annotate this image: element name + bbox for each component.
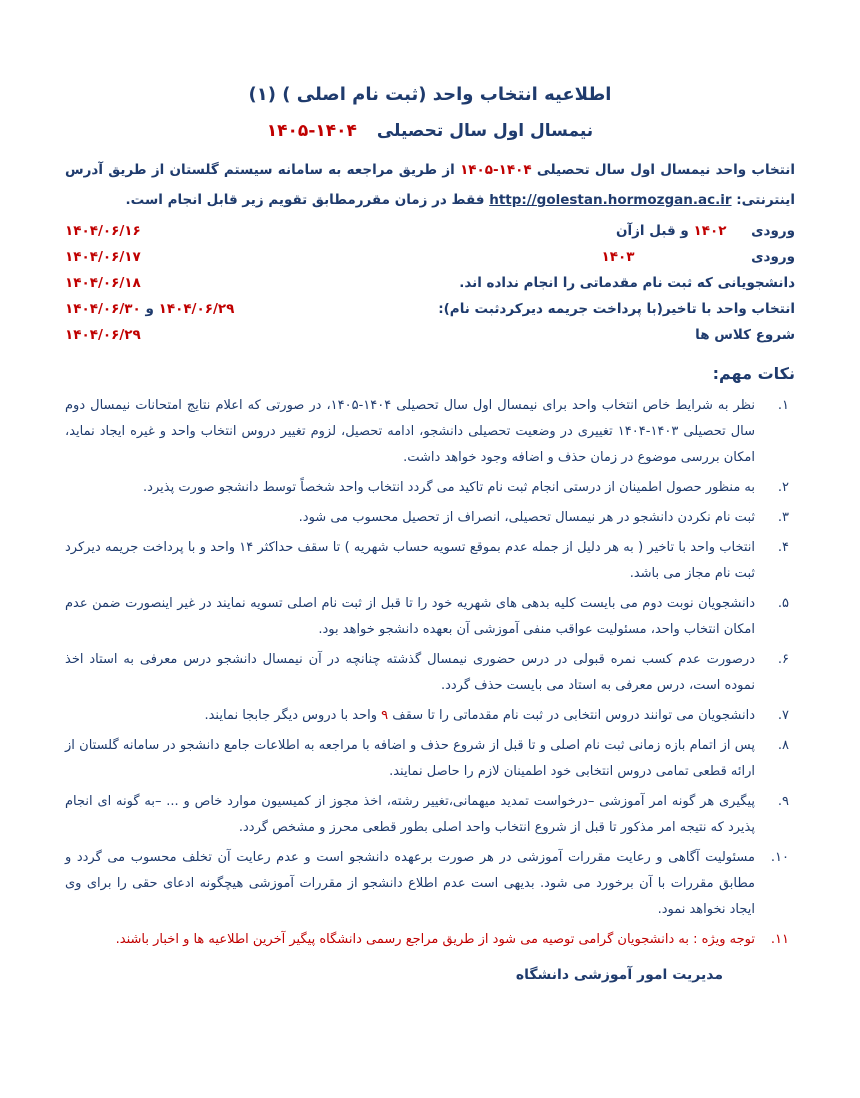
golestan-url-link[interactable]: http://golestan.hormozgan.ac.ir — [489, 192, 732, 209]
date-value-2: ۱۴۰۴/۰۶/۳۰ — [65, 300, 141, 317]
note-number: ۸. — [777, 737, 789, 753]
note-number: ۹. — [777, 793, 789, 809]
row-label: دانشجویانی که ثبت نام مقدماتی را انجام نداده اند. — [459, 274, 795, 291]
intro-years: ۱۴۰۴-۱۴۰۵ — [460, 162, 532, 178]
note-number: ۱۱. — [770, 931, 789, 947]
note-text: پیگیری هر گونه امر آموزشی –درخواست تمدید میهمانی،تغییر رشته، اخذ مجوز از کمیسیون موارد خاص و ... –به گونه ای انجام پذیرد که نتیجه امر مذکور تا قبل از شروع انتخاب واحد اصلی بطور قطعی محرز و مشخص گردد. — [65, 793, 755, 835]
date-separator: و — [145, 300, 154, 317]
note-text: پس از اتمام بازه زمانی ثبت نام اصلی و تا قبل از شروع حذف و اضافه با مراجعه به اطلاعات جامع دانشجو در سامانه گلستان از ارائه قطعی تمامی دروس انتخابی خود اطمینان لازم را حاصل نمایند. — [65, 737, 755, 779]
row-date — [65, 244, 420, 270]
note-number: ۴. — [777, 539, 789, 555]
note-text: مسئولیت آگاهی و رعایت مقررات آموزشی در هر صورت برعهده دانشجو است و عدم رعایت آن تخلف محسوب می گردد و مطابق مقررات با آن برخورد می شود. بدیهی است عدم اطلاع دانشجو از مقررات آموزشی هیچگونه ادعای حقی را برای وی ایجاد نخواهد نمود. — [65, 849, 755, 917]
schedule-row-late-registration — [65, 296, 795, 322]
row-label: ورودی — [751, 248, 795, 265]
cohort-year: ۱۴۰۳ — [601, 248, 635, 265]
schedule-row-entry-1402 — [65, 218, 795, 244]
note-text-pre: دانشجویان می توانند دروس انتخابی در ثبت نام مقدماتی را تا سقف — [392, 707, 755, 723]
subtitle-years: ۱۴۰۴-۱۴۰۵ — [266, 121, 357, 141]
note-text: درصورت عدم کسب نمره قبولی در درس حضوری نیمسال گذشته چنانچه در آن نیمسال دانشجو درس معرفی به استاد اخذ نموده است، درس معرفی به استاد می بایست حذف گردد. — [65, 651, 755, 693]
note-number: ۳. — [777, 509, 789, 525]
note-text: به منظور حصول اطمینان از درستی انجام ثبت نام تاکید می گردد انتخاب واحد شخصاً توسط دانشجو صورت پذیرد. — [143, 479, 755, 495]
note-item-3 — [65, 505, 795, 531]
note-item-4 — [65, 535, 795, 587]
notes-heading: نکات مهم: — [712, 363, 795, 383]
date-value: ۱۴۰۴/۰۶/۱۷ — [65, 248, 141, 265]
note-item-6 — [65, 647, 795, 699]
note-item-5 — [65, 591, 795, 643]
notes-list — [65, 393, 795, 953]
row-date — [65, 296, 420, 322]
note-number: ۲. — [777, 479, 789, 495]
note-item-2 — [65, 475, 795, 501]
note-item-8 — [65, 733, 795, 785]
note-text: نظر به شرایط خاص انتخاب واحد برای نیمسال اول سال تحصیلی ۱۴۰۴-۱۴۰۵، در صورتی که اعلام نتایج امتحانات نیمسال دوم سال تحصیلی ۱۴۰۳-۱۴۰۴ تغییری در وضعیت تحصیلی دانشجو، ادامه تحصیل، لزوم تغییر دروس انتخاب واحد و غیره ایجاد نماید، امکان بررسی موضوع در زمان حذف و اضافه وجود خواهد داشت. — [65, 397, 755, 465]
subtitle-text: نیمسال اول سال تحصیلی — [376, 121, 594, 141]
note-number: ۶. — [777, 651, 789, 667]
note-item-11-special-notice — [65, 927, 795, 953]
note-text: انتخاب واحد با تاخیر ( به هر دلیل از جمله عدم بموقع تسویه حساب شهریه ) تا سقف حداکثر ۱۴ واحد و با پرداخت جریمه دیرکرد ثبت نام مجاز می باشد. — [65, 539, 755, 581]
registration-schedule — [65, 218, 795, 348]
schedule-row-no-preregistration — [65, 270, 795, 296]
intro-paragraph — [65, 155, 795, 216]
cohort-rest: و قبل ازآن — [616, 222, 689, 239]
note-text: توجه ویژه : به دانشجویان گرامی توصیه می شود از طریق مراجع رسمی دانشگاه پیگیر آخرین اطلاعیه ها و اخبار باشند. — [115, 931, 755, 947]
date-value: ۱۴۰۴/۰۶/۱۸ — [65, 274, 141, 291]
row-date — [65, 322, 420, 348]
date-value: ۱۴۰۴/۰۶/۲۹ — [65, 326, 141, 343]
page-title: اطلاعیه انتخاب واحد (ثبت نام اصلی ) (۱) — [248, 84, 612, 105]
row-date — [65, 270, 420, 296]
note-number: ۱۰. — [770, 849, 789, 865]
note-number: ۵. — [777, 595, 789, 611]
date-value: ۱۴۰۴/۰۶/۲۹ — [158, 300, 235, 317]
page-subtitle — [65, 121, 795, 141]
note-item-9 — [65, 789, 795, 841]
schedule-row-entry-1403 — [65, 244, 795, 270]
signature: مدیریت امور آموزشی دانشگاه — [515, 966, 723, 983]
note-red-number: ۹ — [381, 707, 389, 723]
intro-after-years: از طریق مراجعه به سامانه سیستم گلستان از طریق آدرس اینترنتی: — [65, 162, 795, 209]
row-label: انتخاب واحد با تاخیر(با پرداخت جریمه دیرکردثبت نام): — [438, 300, 795, 317]
schedule-row-classes-start — [65, 322, 795, 348]
date-value: ۱۴۰۴/۰۶/۱۶ — [65, 222, 141, 239]
intro-after-url: فقط در زمان مقررمطابق تقویم زیر قابل انجام است. — [125, 192, 485, 209]
row-label: ورودی — [751, 222, 795, 239]
intro-before-years: انتخاب واحد نیمسال اول سال تحصیلی — [536, 162, 795, 178]
note-item-7 — [65, 703, 795, 729]
note-text: ثبت نام نکردن دانشجو در هر نیمسال تحصیلی، انصراف از تحصیل محسوب می شود. — [298, 509, 755, 525]
note-number: ۷. — [777, 707, 789, 723]
cohort-year: ۱۴۰۲ — [693, 222, 727, 239]
row-date — [65, 218, 420, 244]
row-label: شروع کلاس ها — [695, 326, 795, 343]
note-item-1 — [65, 393, 795, 471]
note-text-post: واحد با دروس دیگر جابجا نمایند. — [204, 707, 377, 723]
note-item-10 — [65, 845, 795, 923]
note-number: ۱. — [777, 397, 789, 413]
note-text: دانشجویان نوبت دوم می بایست کلیه بدهی های شهریه خود را تا قبل از ثبت نام اصلی تسویه نمایند در غیر اینصورت ضمن عدم امکان انتخاب واحد، مسئولیت عواقب منفی آموزشی آن بعهده دانشجو خواهد بود. — [65, 595, 755, 637]
